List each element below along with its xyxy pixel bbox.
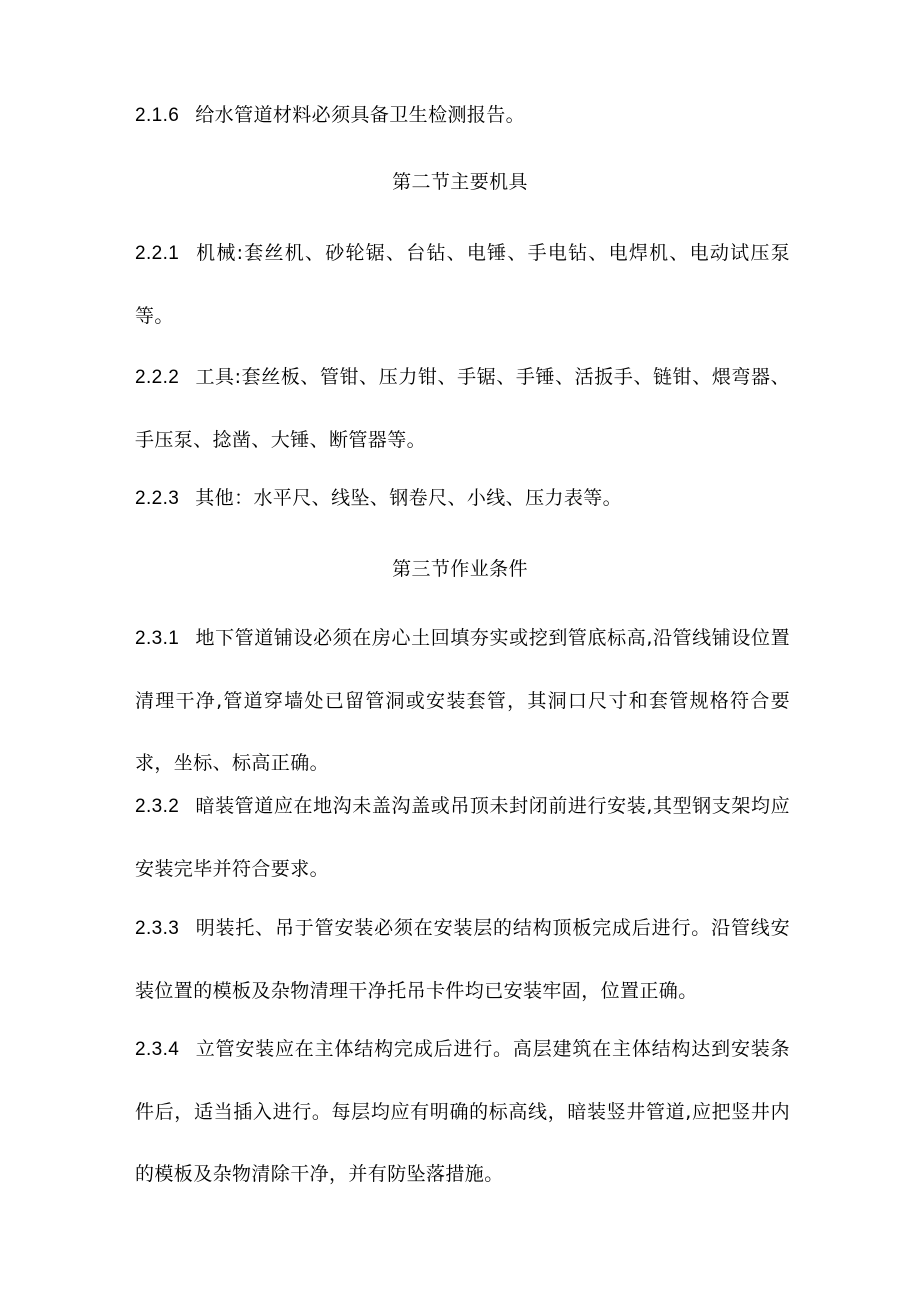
clause-number: 2.3.1 (135, 628, 180, 649)
clause-2-2-2 (135, 346, 790, 471)
section-heading-2: 第二节主要机具 (392, 171, 528, 193)
clause-text: 暗装管道应在地沟未盖沟盖或吊顶未封闭前进行安装,其型钢支架均应安装完毕并符合要求。 (135, 795, 790, 880)
clause-number: 2.3.4 (135, 1039, 180, 1060)
clause-number: 2.3.3 (135, 918, 180, 939)
clause-text: 给水管道材料必须具备卫生检测报告。 (195, 104, 526, 126)
clause-2-3-3 (135, 897, 790, 1022)
clause-number: 2.2.3 (135, 488, 180, 509)
clause-2-2-3 (135, 467, 790, 530)
clause-2-2-1 (135, 222, 790, 347)
clause-text: 工具:套丝板、管钳、压力钳、手锯、手锤、活扳手、链钳、煨弯器、手压泵、捻凿、大锤、断管器等。 (135, 366, 790, 451)
clause-2-3-4 (135, 1018, 790, 1205)
clause-2-1-6 (135, 84, 790, 147)
clause-2-3-1 (135, 607, 790, 794)
clause-number: 2.2.2 (135, 367, 180, 388)
clause-text: 其他：水平尺、线坠、钢卷尺、小线、压力表等。 (195, 487, 623, 509)
clause-number: 2.1.6 (135, 105, 180, 126)
clause-text: 立管安装应在主体结构完成后进行。高层建筑在主体结构达到安装条件后，适当插入进行。每层均应有明确的标高线，暗装竖井管道,应把竖井内的模板及杂物清除干净，并有防坠落措施。 (135, 1038, 790, 1185)
section-heading-3: 第三节作业条件 (392, 558, 528, 580)
clause-number: 2.2.1 (135, 243, 180, 264)
clause-text: 明装托、吊于管安装必须在安装层的结构顶板完成后进行。沿管线安装位置的模板及杂物清理干净托吊卡件均已安装牢固，位置正确。 (135, 917, 790, 1002)
clause-text: 机械:套丝机、砂轮锯、台钻、电锤、手电钻、电焊机、电动试压泵等。 (135, 242, 790, 327)
clause-number: 2.3.2 (135, 796, 180, 817)
clause-2-3-2 (135, 775, 790, 900)
clause-text: 地下管道铺设必须在房心土回填夯实或挖到管底标高,沿管线铺设位置清理干净,管道穿墙处已留管洞或安装套管，其洞口尺寸和套管规格符合要求，坐标、标高正确。 (135, 627, 790, 774)
